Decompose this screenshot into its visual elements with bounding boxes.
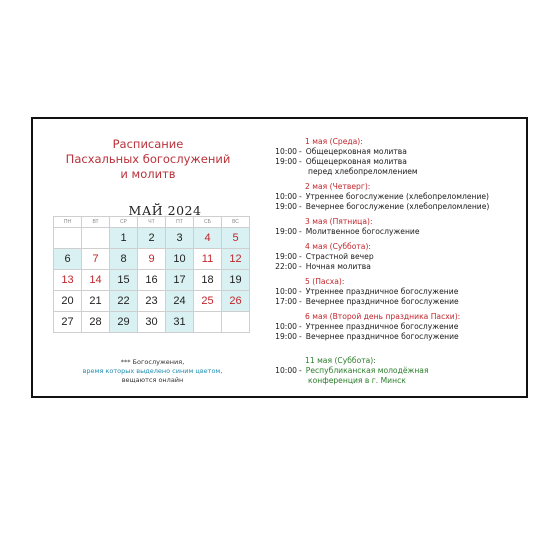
calendar-day: 15 — [110, 270, 138, 291]
calendar-day: 6 — [54, 249, 82, 270]
schedule-event — [273, 366, 523, 376]
event-title: Республиканская молодёжная — [305, 366, 429, 375]
calendar-day: 30 — [138, 312, 166, 333]
day-heading: 4 мая (Суббота): — [305, 242, 371, 251]
event-separator: - — [299, 202, 302, 211]
calendar-day: 5 — [222, 228, 250, 249]
calendar-day: 2 — [138, 228, 166, 249]
event-title: Утреннее праздничное богослужение — [305, 322, 459, 331]
weekday-label: ПН — [54, 217, 82, 228]
schedule-event — [273, 297, 523, 307]
calendar-day: 13 — [54, 270, 82, 291]
title-line: Расписание — [112, 137, 184, 151]
schedule-event — [273, 192, 523, 202]
weekday-label: ЧТ — [138, 217, 166, 228]
calendar-week — [54, 270, 250, 291]
event-time: 19:00 — [275, 227, 297, 236]
event-time: 17:00 — [275, 297, 297, 306]
calendar-day: 8 — [110, 249, 138, 270]
event-separator: - — [299, 147, 302, 156]
note-line: вещаются онлайн — [121, 376, 184, 384]
day-heading: 5 (Пасха): — [305, 277, 345, 286]
calendar-day: 25 — [194, 291, 222, 312]
event-separator: - — [299, 252, 302, 261]
calendar-day: 1 — [110, 228, 138, 249]
event-time: 10:00 — [275, 322, 297, 331]
event-time: 10:00 — [275, 192, 297, 201]
calendar-day: 28 — [82, 312, 110, 333]
event-title: Страстной вечер — [305, 252, 374, 261]
schedule-event — [273, 157, 523, 167]
calendar-day: 20 — [54, 291, 82, 312]
weekday-label: ПТ — [166, 217, 194, 228]
event-time: 19:00 — [275, 332, 297, 341]
event-title: Утреннее праздничное богослужение — [305, 287, 459, 296]
day-heading: 6 мая (Второй день праздника Пасхи): — [305, 312, 461, 321]
event-time: 10:00 — [275, 147, 297, 156]
event-title: Вечернее богослужение (хлебопреломление) — [305, 202, 490, 211]
event-separator: - — [299, 287, 302, 296]
calendar-day: 4 — [194, 228, 222, 249]
calendar-day: 24 — [166, 291, 194, 312]
calendar-day: 26 — [222, 291, 250, 312]
day-heading: 1 мая (Среда): — [305, 137, 363, 146]
calendar-day: 22 — [110, 291, 138, 312]
calendar-empty-cell — [194, 312, 222, 333]
note-line: *** Богослужения, — [120, 358, 185, 366]
online-note — [55, 358, 250, 385]
weekday-label: ВС — [222, 217, 250, 228]
calendar-day: 16 — [138, 270, 166, 291]
weekday-label: СБ — [194, 217, 222, 228]
event-title: Общецерковная молитва — [305, 157, 407, 166]
day-heading: 2 мая (Четверг): — [305, 182, 371, 191]
weekday-label: СР — [110, 217, 138, 228]
weekday-label: ВТ — [82, 217, 110, 228]
calendar-week — [54, 249, 250, 270]
note-line: время которых выделено синим цветом, — [82, 367, 223, 375]
event-time: 10:00 — [275, 366, 297, 375]
calendar-day: 21 — [82, 291, 110, 312]
calendar-day: 11 — [194, 249, 222, 270]
event-title-continued: конференция в г. Минск — [308, 376, 406, 385]
calendar-day: 23 — [138, 291, 166, 312]
event-time: 19:00 — [275, 157, 297, 166]
schedule-event — [273, 262, 523, 272]
calendar-day: 31 — [166, 312, 194, 333]
event-separator: - — [299, 192, 302, 201]
calendar-empty-cell — [82, 228, 110, 249]
event-separator: - — [299, 157, 302, 166]
event-title-continued: перед хлебопреломлением — [308, 167, 418, 176]
schedule-event — [273, 287, 523, 297]
calendar-day: 17 — [166, 270, 194, 291]
weekday-row — [54, 217, 250, 228]
event-separator: - — [299, 332, 302, 341]
event-time: 19:00 — [275, 252, 297, 261]
schedule-title — [60, 137, 236, 182]
event-title: Общецерковная молитва — [305, 147, 407, 156]
day-heading: 11 мая (Суббота): — [305, 356, 376, 365]
calendar-day: 18 — [194, 270, 222, 291]
calendar-day: 19 — [222, 270, 250, 291]
event-title: Утреннее богослужение (хлебопреломление) — [305, 192, 490, 201]
schedule-event — [273, 322, 523, 332]
calendar-empty-cell — [54, 228, 82, 249]
event-time: 10:00 — [275, 287, 297, 296]
event-time: 22:00 — [275, 262, 297, 271]
event-separator: - — [299, 322, 302, 331]
calendar-week — [54, 228, 250, 249]
title-line: и молитв — [120, 167, 176, 181]
calendar-day: 27 — [54, 312, 82, 333]
event-title: Молитвенное богослужение — [305, 227, 420, 236]
schedule-event — [273, 227, 523, 237]
schedule-event — [273, 252, 523, 262]
calendar-grid — [53, 216, 250, 333]
schedule-list — [273, 137, 523, 386]
title-line: Пасхальных богослужений — [65, 152, 231, 166]
schedule-event — [273, 332, 523, 342]
calendar-day: 10 — [166, 249, 194, 270]
calendar-empty-cell — [222, 312, 250, 333]
calendar-day: 29 — [110, 312, 138, 333]
calendar-week — [54, 312, 250, 333]
calendar-day: 3 — [166, 228, 194, 249]
calendar-day: 9 — [138, 249, 166, 270]
event-separator: - — [299, 366, 302, 375]
schedule-event — [273, 202, 523, 212]
calendar-day: 7 — [82, 249, 110, 270]
event-separator: - — [299, 297, 302, 306]
event-title: Вечернее праздничное богослужение — [305, 297, 459, 306]
event-title: Вечернее праздничное богослужение — [305, 332, 459, 341]
event-separator: - — [299, 227, 302, 236]
day-heading: 3 мая (Пятница): — [305, 217, 373, 226]
calendar-week — [54, 291, 250, 312]
schedule-event — [273, 147, 523, 157]
calendar-month-label: МАЙ 2024 — [128, 203, 202, 218]
event-title: Ночная молитва — [305, 262, 371, 271]
event-time: 19:00 — [275, 202, 297, 211]
calendar-day: 14 — [82, 270, 110, 291]
calendar-day: 12 — [222, 249, 250, 270]
event-separator: - — [299, 262, 302, 271]
